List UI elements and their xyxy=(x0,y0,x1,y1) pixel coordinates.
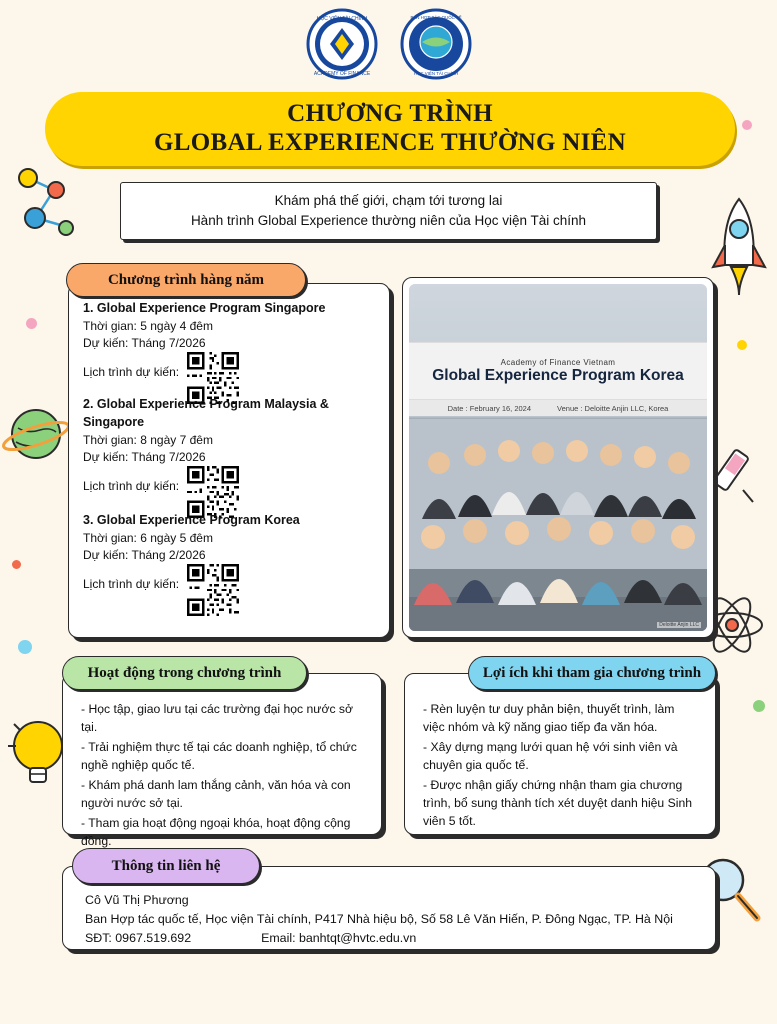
benefits-list xyxy=(423,700,697,830)
contact-name: Cô Vũ Thị Phương xyxy=(85,893,189,907)
program-item xyxy=(83,396,375,506)
svg-text:HỌC VIỆN TÀI CHÍNH: HỌC VIỆN TÀI CHÍNH xyxy=(316,16,367,22)
page-title-banner xyxy=(45,92,735,166)
dot-decoration xyxy=(742,120,752,130)
page-title-line1: CHƯƠNG TRÌNH xyxy=(287,100,493,127)
svg-text:BAN HỢP TÁC QUỐC TẾ: BAN HỢP TÁC QUỐC TẾ xyxy=(409,15,462,20)
photo-event-details xyxy=(409,400,707,416)
activities-list xyxy=(81,700,363,850)
photo-date: Date : February 16, 2024 xyxy=(447,403,532,413)
program-title: 1. Global Experience Program Singapore xyxy=(83,301,326,315)
svg-text:HỌC VIỆN TÀI CHÍNH: HỌC VIỆN TÀI CHÍNH xyxy=(413,71,458,76)
section-heading-benefits: Lợi ích khi tham gia chương trình xyxy=(468,656,716,690)
photo-caption: Deloitte Anjin LLC xyxy=(659,622,699,628)
program-duration: Thời gian: 8 ngày 7 đêm xyxy=(83,433,213,447)
section-heading-annual: Chương trình hàng năm xyxy=(66,263,306,297)
program-title: 2. Global Experience Program Malaysia & xyxy=(83,397,329,411)
molecule-doodle-icon xyxy=(6,160,86,250)
photo-card xyxy=(402,277,714,638)
section-heading-activities: Hoạt động trong chương trình xyxy=(62,656,307,690)
photo-program-label: Global Experience Program Korea xyxy=(432,366,684,384)
program-schedule-label: Lịch trình dự kiến: xyxy=(83,478,180,493)
qr-code-malaysia-singapore[interactable] xyxy=(187,466,239,518)
list-item: - Tham gia hoạt động ngoại khóa, hoạt động cộng đồng. xyxy=(81,816,351,848)
list-item: - Khám phá danh lam thắng cảnh, văn hóa và con người nước sở tại. xyxy=(81,778,351,810)
photo-group-people xyxy=(409,419,707,631)
program-expected: Dự kiến: Tháng 7/2026 xyxy=(83,336,206,350)
photo-venue: Venue : Deloitte Anjin LLC, Korea xyxy=(557,403,669,413)
list-item: - Được nhận giấy chứng nhận tham gia chương trình, bổ sung thành tích xét duyệt danh hiệu Sinh viên 5 tốt. xyxy=(423,778,692,828)
program-item xyxy=(83,512,375,604)
program-duration: Thời gian: 5 ngày 4 đêm xyxy=(83,319,213,333)
activities-card xyxy=(62,673,382,848)
list-item: - Học tập, giao lưu tại các trường đại học nước sở tại. xyxy=(81,702,354,734)
section-heading-contact: Thông tin liên hệ xyxy=(72,848,260,884)
programs-card xyxy=(68,283,390,638)
contact-phone: SĐT: 0967.519.692 xyxy=(85,931,192,945)
benefits-card xyxy=(404,673,716,835)
program-item xyxy=(83,300,375,392)
planet-doodle-icon xyxy=(2,400,74,472)
subtitle-line1: Khám phá thế giới, chạm tới tương lai xyxy=(274,193,503,208)
program-title: 3. Global Experience Program Korea xyxy=(83,513,300,527)
photo-banner xyxy=(409,342,707,400)
program-title-cont: Singapore xyxy=(83,415,145,429)
svg-text:ACADEMY OF FINANCE: ACADEMY OF FINANCE xyxy=(313,71,370,77)
rocket-doodle-icon xyxy=(709,195,769,305)
dot-decoration xyxy=(18,640,32,654)
contact-address: Ban Hợp tác quốc tế, Học viện Tài chính, P417 Nhà hiệu bộ, Số 58 Lê Văn Hiến, P. Đông Ngạc, TP. Hà Nội xyxy=(85,912,673,926)
dot-decoration xyxy=(12,560,21,569)
program-duration: Thời gian: 6 ngày 5 đêm xyxy=(83,531,213,545)
program-photo xyxy=(409,284,707,631)
subtitle-line2: Hành trình Global Experience thường niên của Học viện Tài chính xyxy=(190,213,587,228)
list-item: - Xây dựng mạng lưới quan hệ với sinh viên và chuyên gia quốc tế. xyxy=(423,740,678,772)
contact-email: Email: banhtqt@hvtc.edu.vn xyxy=(261,931,417,945)
dot-decoration xyxy=(737,340,747,350)
qr-code-korea[interactable] xyxy=(187,564,239,616)
international-cooperation-logo xyxy=(400,8,472,80)
academy-of-finance-logo xyxy=(306,8,378,80)
photo-academy-label: Academy of Finance Vietnam xyxy=(500,357,616,367)
list-item: - Rèn luyện tư duy phản biện, thuyết trình, làm việc nhóm và kỹ năng giao tiếp đa văn hóa. xyxy=(423,702,675,734)
program-expected: Dự kiến: Tháng 2/2026 xyxy=(83,548,206,562)
program-schedule-label: Lịch trình dự kiến: xyxy=(83,576,180,591)
list-item: - Trải nghiệm thực tế tại các doanh nghiệp, tổ chức nghề nghiệp quốc tế. xyxy=(81,740,357,772)
page-title-line2: GLOBAL EXPERIENCE THƯỜNG NIÊN xyxy=(154,129,626,156)
subtitle-box xyxy=(120,182,657,240)
logo-row xyxy=(0,8,777,80)
dot-decoration xyxy=(26,318,37,329)
program-schedule-label: Lịch trình dự kiến: xyxy=(83,364,180,379)
program-expected: Dự kiến: Tháng 7/2026 xyxy=(83,450,206,464)
dot-decoration xyxy=(753,700,765,712)
